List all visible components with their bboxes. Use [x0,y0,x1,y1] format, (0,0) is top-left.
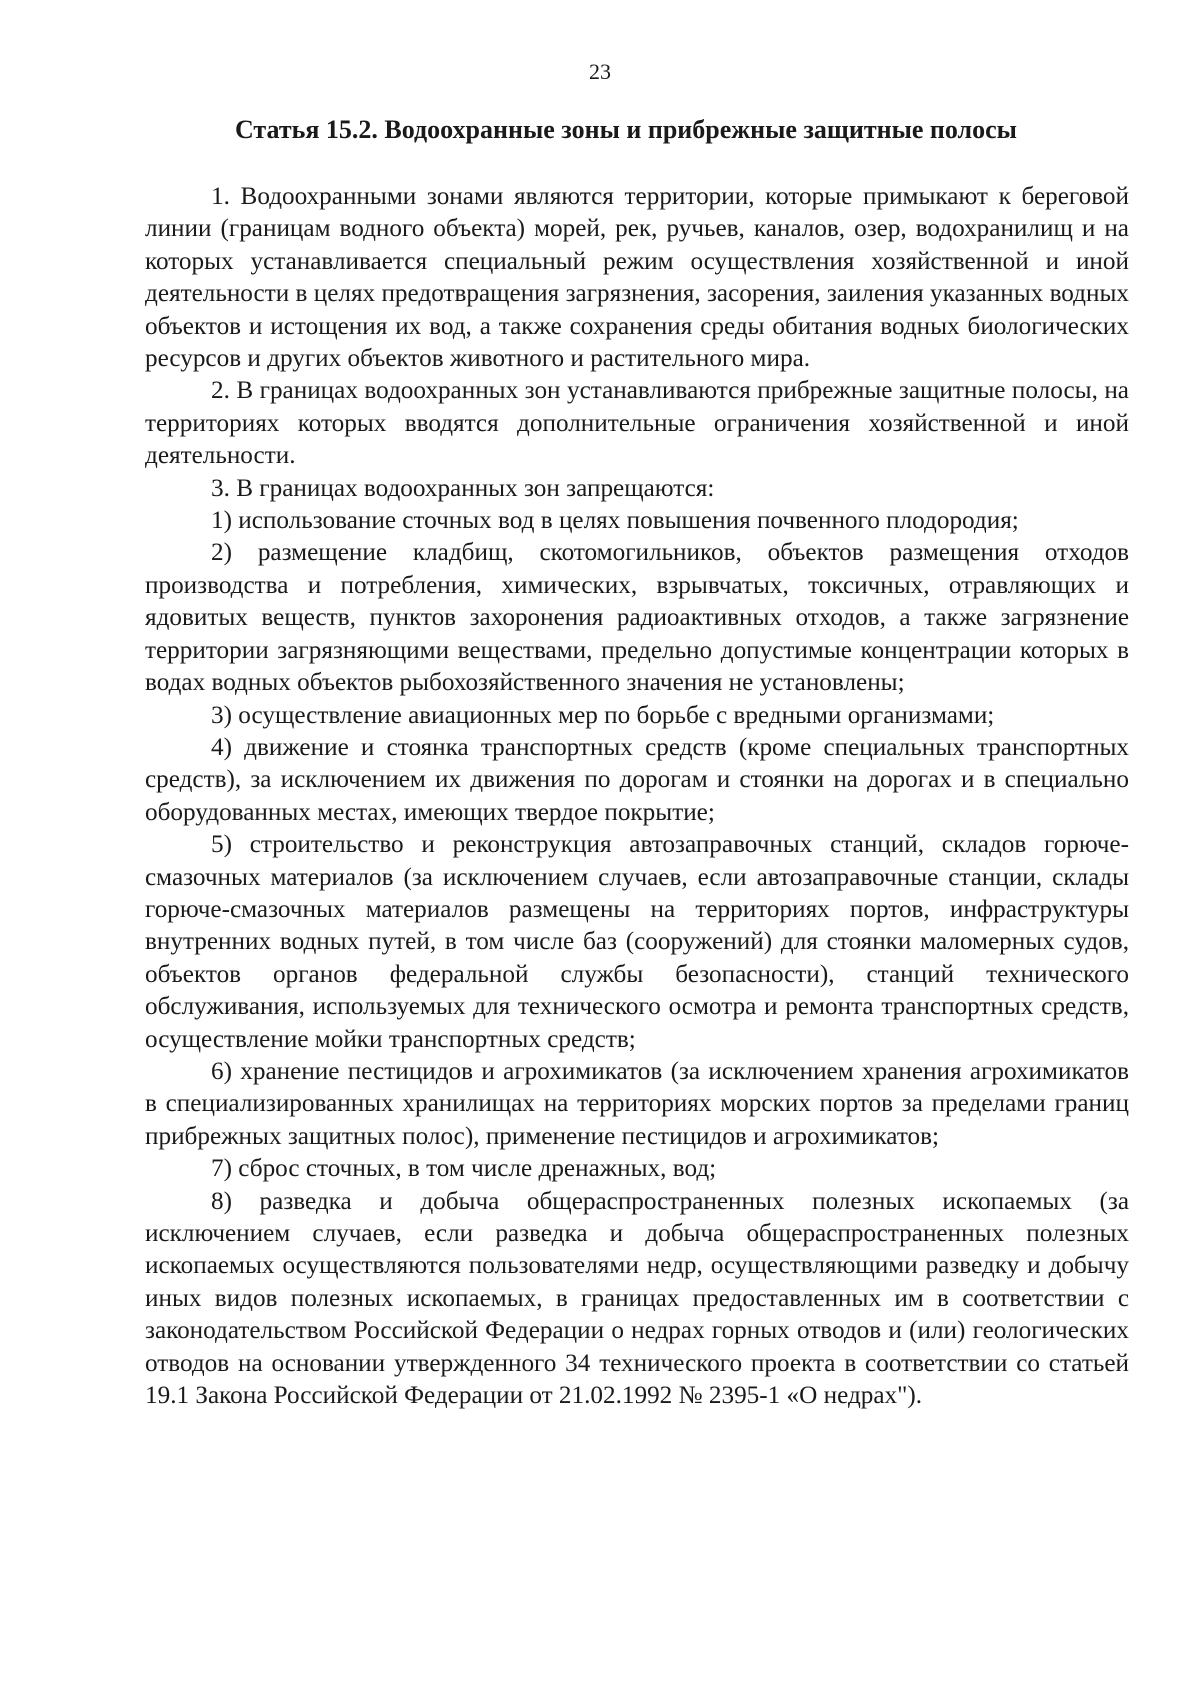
list-item-2: 2) размещение кладбищ, скотомогильников, объектов размещения отходов производства и потребления, химических, взрывчатых, токсичных, отравляющих и ядовитых веществ, пунктов захоронения радиоактивных отходов, а также загрязнение территории загрязняющими веществами, предельно допустимые концентрации которых в водах водных объектов рыбохозяйственного значения не установлены; [145,539,1129,697]
article-body [145,181,1129,1412]
paragraph-1: 1. Водоохранными зонами являются территории, которые примыкают к береговой линии (границам водного объекта) морей, рек, ручьев, каналов, озер, водохранилищ и на которых устанавливается специальный режим осуществления хозяйственной и иной деятельности в целях предотвращения загрязнения, засорения, заиления указанных водных объектов и истощения их вод, а также сохранения среды обитания водных биологических ресурсов и других объектов животного и растительного мира. [145,183,1129,373]
article-title: Статья 15.2. Водоохранные зоны и прибрежные защитные полосы [235,115,1017,144]
list-item-1: 1) использование сточных вод в целях повышения почвенного плодородия; [211,507,1019,535]
page-number: 23 [589,59,611,84]
list-item-7: 7) сброс сточных, в том числе дренажных, вод; [211,1155,717,1183]
paragraph-3: 3. В границах водоохранных зон запрещаются: [211,474,715,502]
list-item-3: 3) осуществление авиационных мер по борьбе с вредными организмами; [211,701,995,729]
list-item-6: 6) хранение пестицидов и агрохимикатов (за исключением хранения агрохимикатов в специализированных хранилищах на территориях морских портов за пределами границ прибрежных защитных полос), применение пестицидов и агрохимикатов; [145,1057,1129,1150]
list-item-8: 8) разведка и добыча общераспространенных полезных ископаемых (за исключением случаев, если разведка и добыча общераспространенных полезных ископаемых осуществляются пользователями недр, осуществляющими разведку и добычу иных видов полезных ископаемых, в границах предоставленных им в соответствии с законодательством Российской Федерации о недрах горных отводов и (или) геологических отводов на основании утвержденного 34 технического проекта в соответствии со статьей 19.1 Закона Российской Федерации от 21.02.1992 № 2395-1 «О недрах"). [145,1187,1129,1410]
paragraph-2: 2. В границах водоохранных зон устанавливаются прибрежные защитные полосы, на территориях которых вводятся дополнительные ограничения хозяйственной и иной деятельности. [145,377,1129,470]
list-item-4: 4) движение и стоянка транспортных средств (кроме специальных транспортных средств), за исключением их движения по дорогам и стоянки на дорогах и в специально оборудованных местах, имеющих твердое покрытие; [145,733,1129,826]
list-item-5: 5) строительство и реконструкция автозаправочных станций, складов горюче-смазочных материалов (за исключением случаев, если автозаправочные станции, склады горюче-смазочных материалов размещены на территориях портов, инфраструктуры внутренних водных путей, в том числе баз (сооружений) для стоянки маломерных судов, объектов органов федеральной службы безопасности), станций технического обслуживания, используемых для технического осмотра и ремонта транспортных средств, осуществление мойки транспортных средств; [145,831,1129,1053]
